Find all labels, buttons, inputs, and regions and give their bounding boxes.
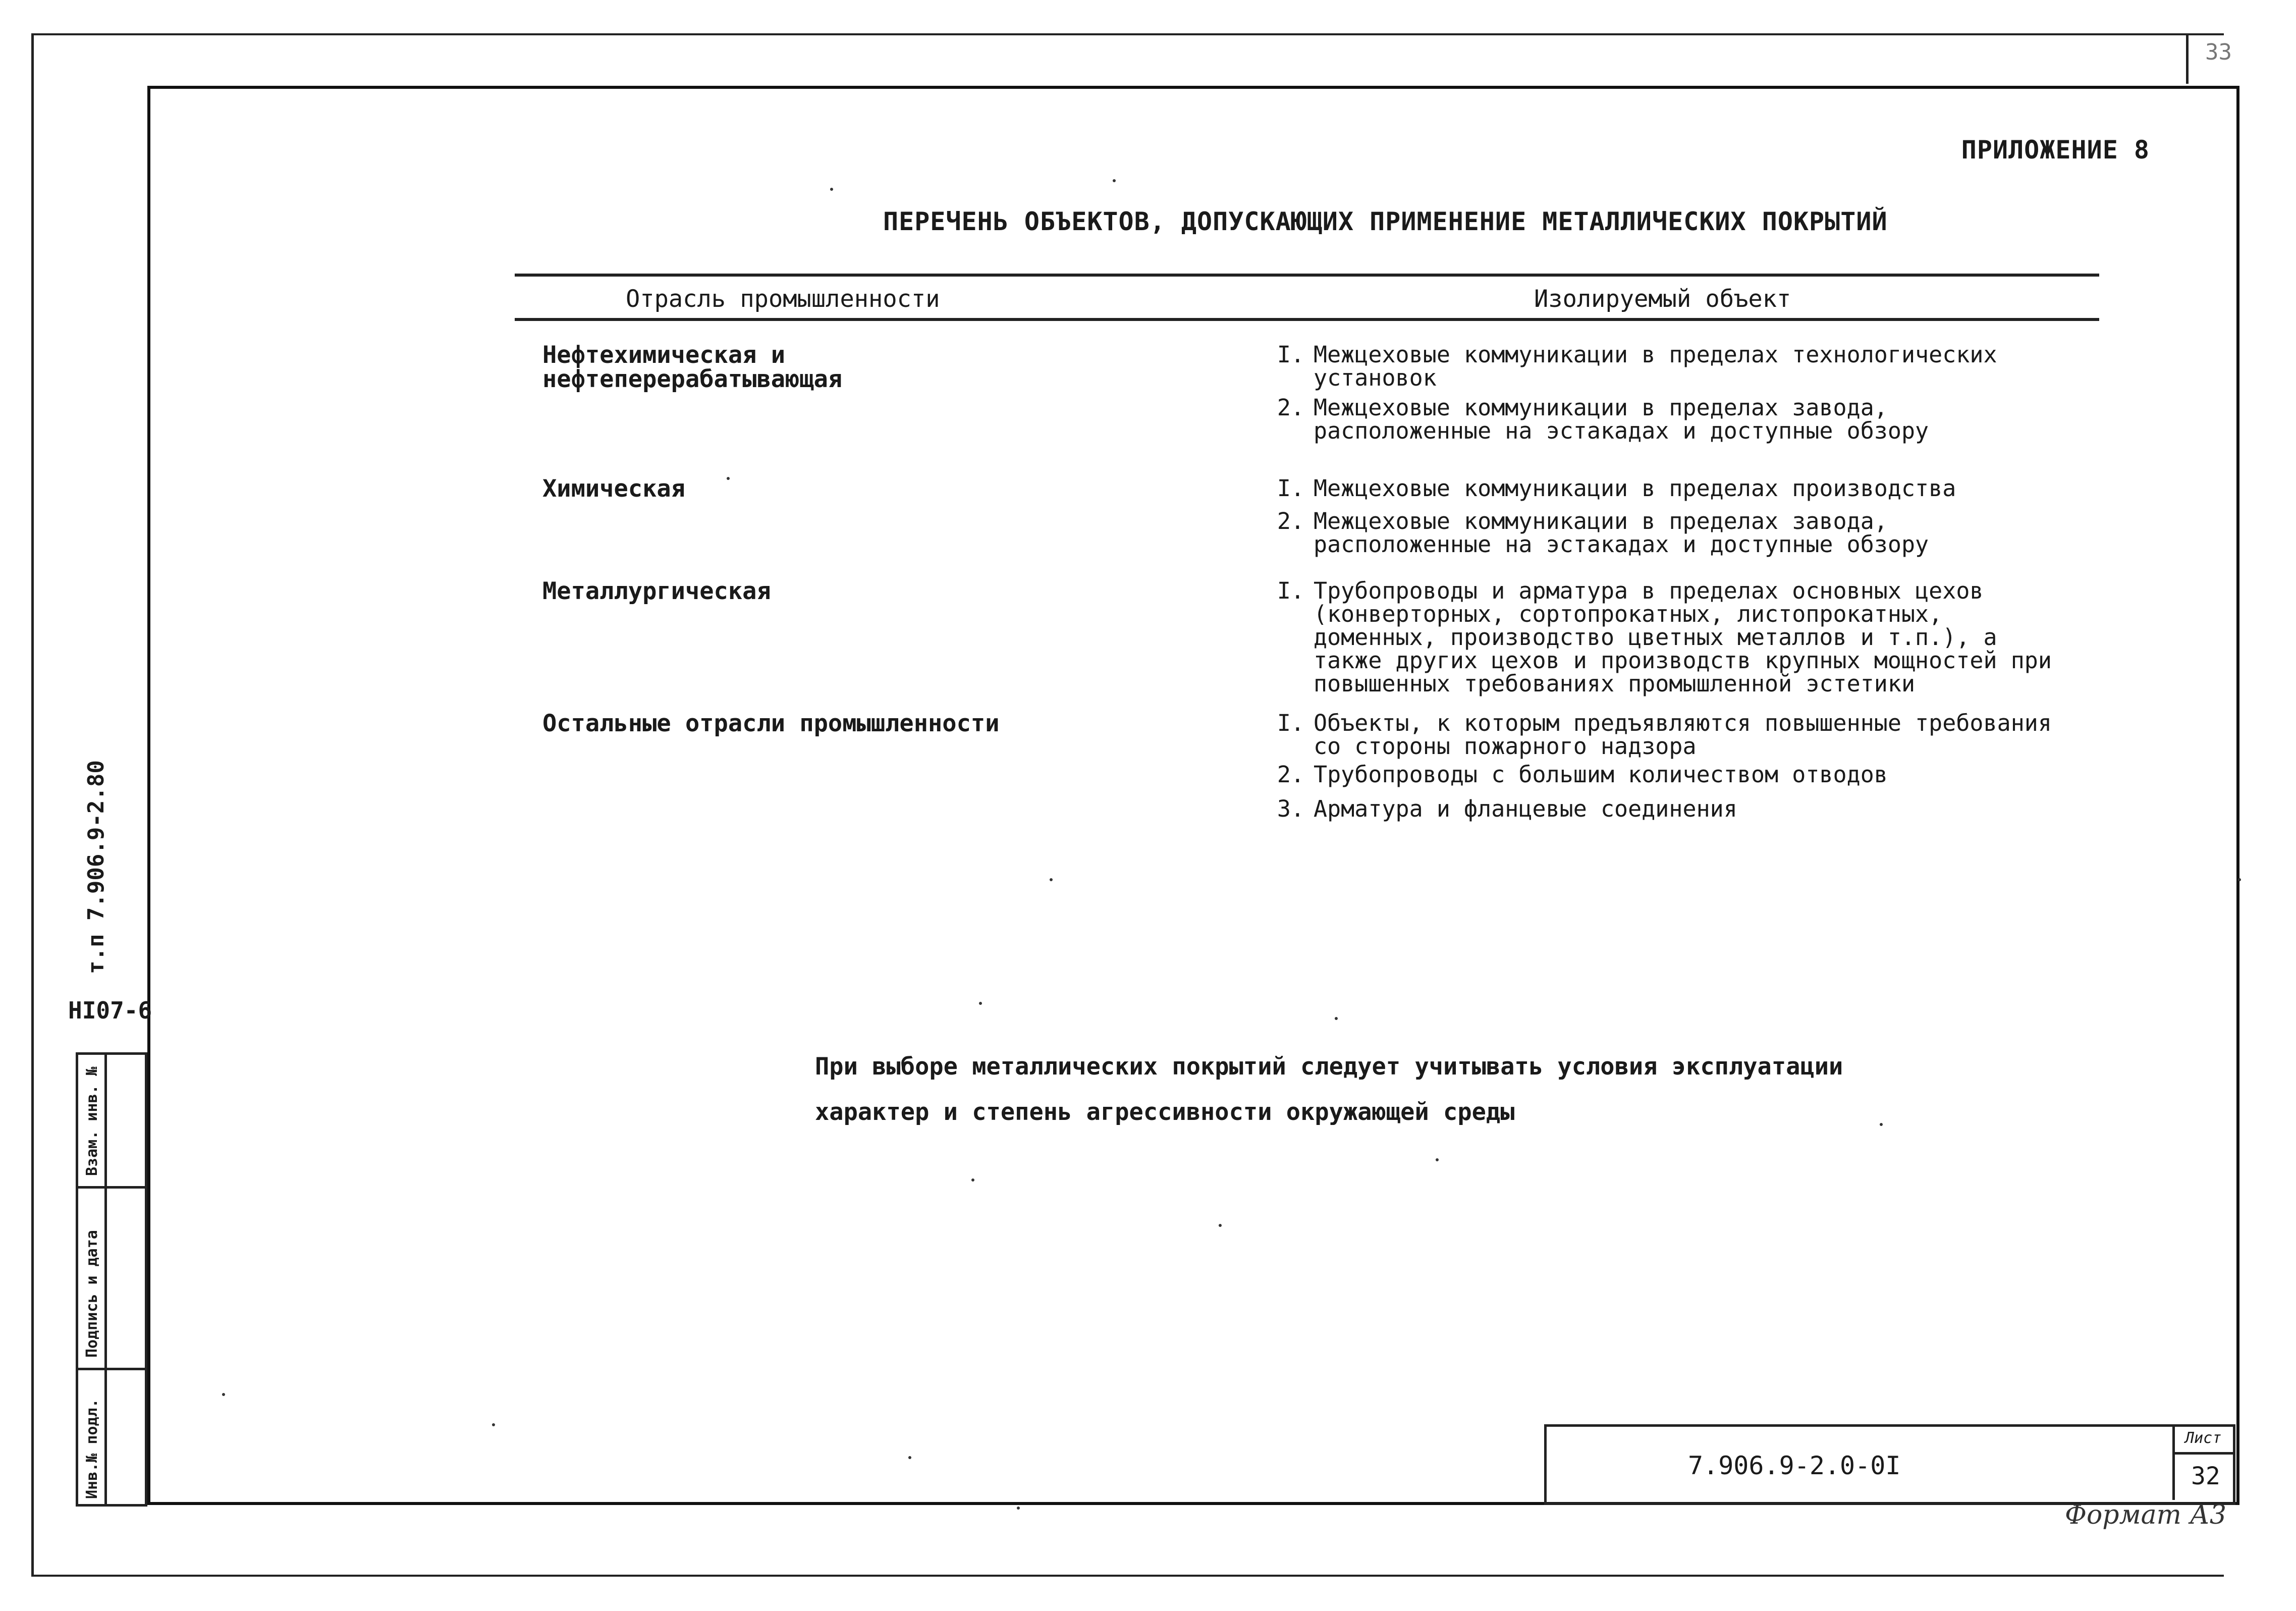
side-tp-code: т.п 7.906.9-2.80 <box>83 760 109 974</box>
table-header-rule <box>515 318 2099 321</box>
industry-other: Остальные отрасли промышленности <box>542 710 1000 737</box>
page-title: ПЕРЕЧЕНЬ ОБЪЕКТОВ, ДОПУСКАЮЩИХ ПРИМЕНЕНИЕ МЕТАЛЛИЧЕСКИХ ПОКРЫТИЙ <box>883 207 1888 236</box>
list-item: 2. Межцеховые коммуникации в пределах завода, расположенные на эстакадах и доступные обзору <box>1277 394 1929 444</box>
sheet-label: Лист <box>2185 1429 2222 1447</box>
format-label: Формат А3 <box>2064 1500 2226 1530</box>
list-item: I. Трубопроводы и арматура в пределах основных цехов (конверторных, сортопрокатных, листопрокатных, доменных, производство цветных металлов и т.п.), а также других цехов и производств крупных мощностей при повышенных требованиях промышленной эстетики <box>1277 577 2052 697</box>
column-header-industry: Отрасль промышленности <box>626 285 940 313</box>
side-approval-box <box>76 1052 147 1507</box>
sheet-box <box>2172 1424 2233 1500</box>
document-code: 7.906.9-2.0-0I <box>1688 1451 1901 1480</box>
list-item: 2. Межцеховые коммуникации в пределах завода, расположенные на эстакадах и доступные обзору <box>1277 508 1929 558</box>
title-block <box>1544 1424 2235 1505</box>
table-top-rule <box>515 274 2099 277</box>
side-label-signature: Подпись и дата <box>83 1230 101 1358</box>
drawing-frame <box>147 86 2239 1505</box>
corner-page-number: 33 <box>2205 39 2232 65</box>
list-item: I. Межцеховые коммуникации в пределах производства <box>1277 475 1956 502</box>
list-item: I. Межцеховые коммуникации в пределах технологических установок <box>1277 341 1997 391</box>
appendix-label: ПРИЛОЖЕНИЕ 8 <box>1961 135 2150 165</box>
list-item: I. Объекты, к которым предъявляются повышенные требования со стороны пожарного надзора <box>1277 710 2052 760</box>
sheet-number: 32 <box>2191 1462 2220 1490</box>
side-inventory-number: НI07-6 <box>68 997 152 1024</box>
industry-petrochemical: Нефтехимическая и нефтеперерабатывающая <box>542 341 843 393</box>
side-label-replace: Взам. инв. № <box>83 1066 101 1176</box>
column-header-object: Изолируемый объект <box>1534 285 1791 313</box>
industry-metallurgical: Металлургическая <box>542 577 771 605</box>
note-line-2: характер и степень агрессивности окружающей среды <box>815 1098 1515 1126</box>
note-line-1: При выборе металлических покрытий следует учитывать условия эксплуатации <box>815 1053 1843 1081</box>
list-item: 3. Арматура и фланцевые соединения <box>1277 795 1737 822</box>
industry-chemical: Химическая <box>542 475 685 503</box>
side-label-inventory: Инв.№ подл. <box>83 1399 101 1499</box>
list-item: 2. Трубопроводы с большим количеством отводов <box>1277 761 1888 788</box>
